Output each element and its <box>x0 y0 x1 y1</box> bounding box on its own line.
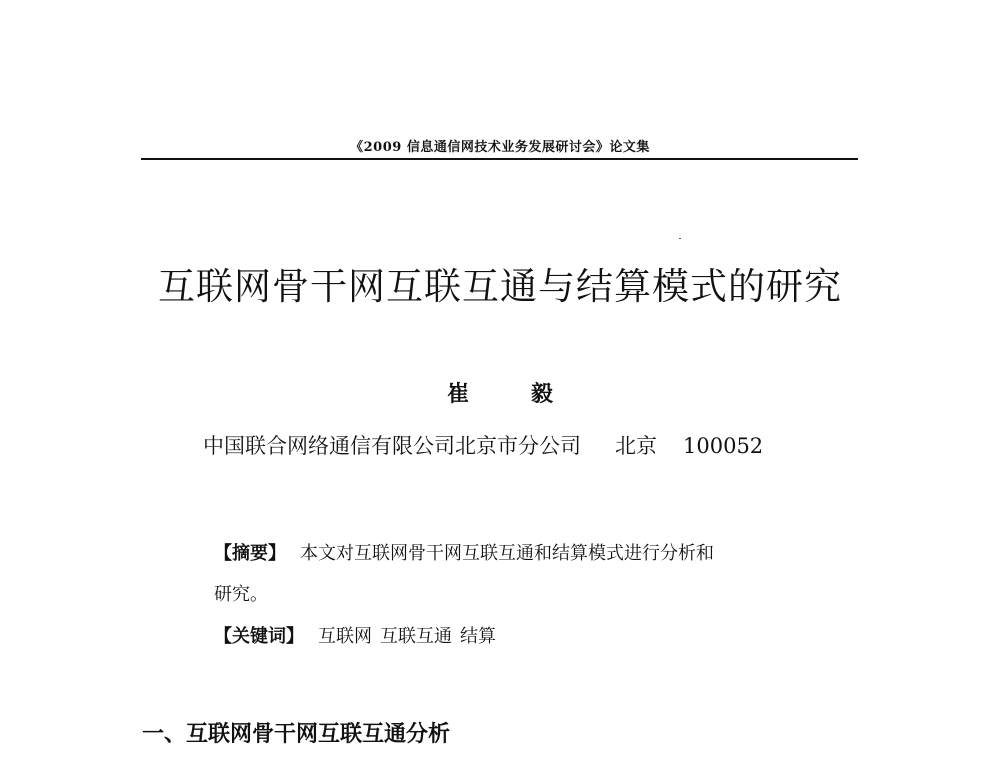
affiliation-city: 北京 <box>615 434 657 458</box>
affiliation-postcode: 100052 <box>683 434 764 458</box>
keyword-item: 互联网 <box>318 626 372 647</box>
abstract-text-1: 本文对互联网骨干网互联互通和结算模式进行分析和 <box>300 543 714 564</box>
keywords-label: 【关键词】 <box>214 626 304 647</box>
abstract-line-2 <box>214 580 268 606</box>
keywords-line <box>214 622 504 648</box>
paper-title: 互联网骨干网互联互通与结算模式的研究 <box>158 265 842 308</box>
author-name: 崔 毅 <box>447 381 571 407</box>
abstract-label: 【摘要】 <box>214 543 286 564</box>
keyword-item: 结算 <box>460 626 496 647</box>
keyword-item: 互联互通 <box>380 626 452 647</box>
author-affiliation <box>203 430 763 460</box>
abstract-line-1 <box>214 539 714 565</box>
scan-speck <box>679 238 681 239</box>
header-rule <box>141 158 858 160</box>
affiliation-organization: 中国联合网络通信有限公司北京市分公司 <box>203 434 581 458</box>
abstract-text-2: 研究。 <box>214 584 268 605</box>
running-header: 《2009 信息通信网技术业务发展研讨会》论文集 <box>350 140 650 155</box>
section-heading: 一、互联网骨干网互联互通分析 <box>142 721 451 747</box>
